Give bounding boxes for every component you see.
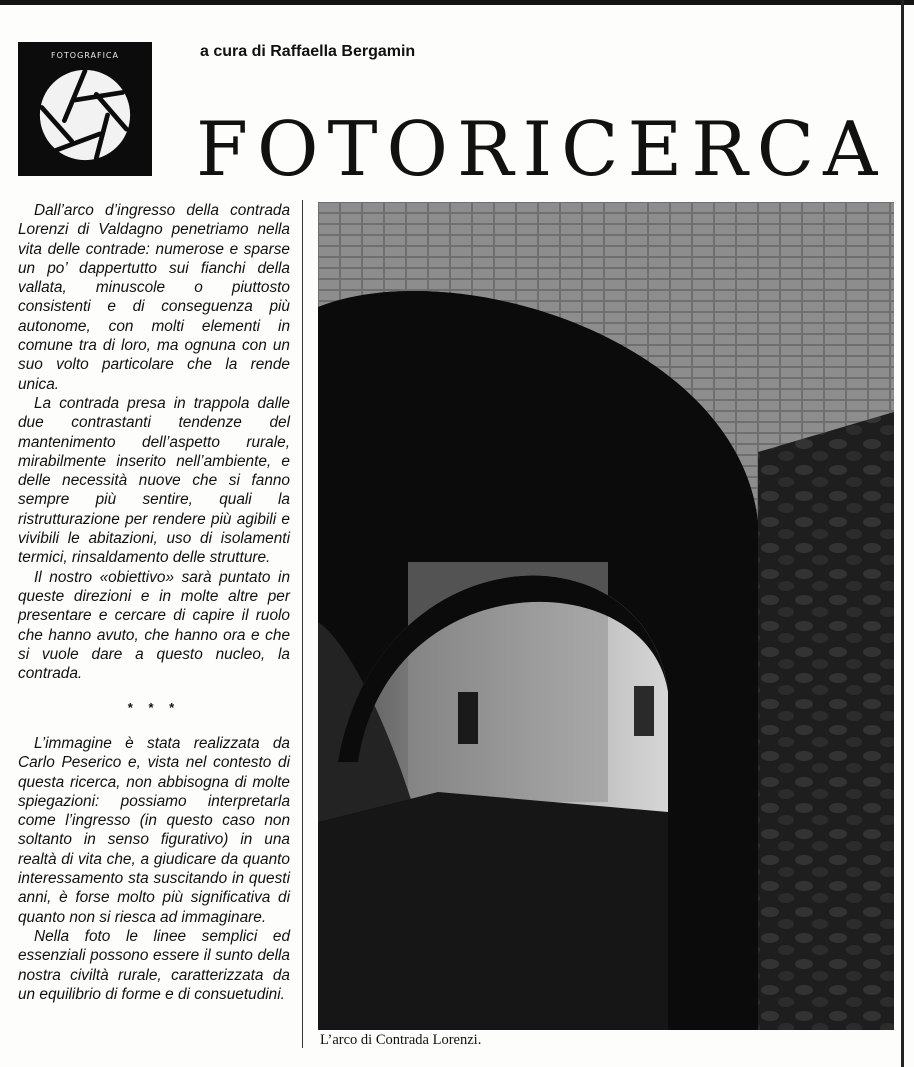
camera-shutter-icon bbox=[38, 68, 132, 162]
section-separator: * * * bbox=[127, 700, 181, 715]
paragraph: L’immagine è stata realizzata da Carlo Peserico e, vista nel contesto di questa ricerca, non abbisogna di molte spiegazioni: possiamo interpretarla come l’ingresso (in questo caso non soltanto in senso figurativo) in una realtà di vita che, a giudicare da quanto interessamento sta suscitando in questi anni, è forse molto più significativa di quanto non si riesca ad immaginare. bbox=[18, 735, 290, 926]
right-edge-rule bbox=[901, 0, 904, 1067]
page-title: FOTORICERCA bbox=[196, 105, 887, 193]
paragraph: Dall’arco d’ingresso della contrada Lorenzi di Valdagno penetriamo nella vita delle contrade: numerose e sparse un po’ dappertutto sui fianchi della vallata, minuscole o piuttosto consistenti e di conseguenza più autonome, con molti elementi in comune tra di loro, ma ognuna con un suo volto particolare che la rende unica. bbox=[18, 202, 290, 393]
paragraph: Il nostro «obiettivo» sarà puntato in queste direzioni e in molte altre per presentare e cercare di capire il ruolo che hanno avuto, che hanno ora e che si vuole dare a questo nucleo, la contrada. bbox=[18, 568, 290, 683]
intro-text-column bbox=[18, 201, 290, 683]
paragraph: La contrada presa in trappola dalle due contrastanti tendenze del mantenimento dell’aspetto rurale, mirabilmente inserito nell’ambiente, e delle necessità nuove che si fanno sempre più sentire, quali la ristrutturazione per rendere più agibili e vivibili le abitazioni, uso di isolamenti termici, rinsaldamento delle strutture. bbox=[18, 394, 290, 567]
top-rule bbox=[0, 0, 914, 5]
photo-caption: L’arco di Contrada Lorenzi. bbox=[320, 1032, 482, 1048]
logo-label: FOTOGRAFICA bbox=[50, 51, 119, 60]
byline: a cura di Raffaella Bergamin bbox=[200, 43, 416, 60]
paragraph: Nella foto le linee semplici ed essenziali possono essere il sunto della nostra civiltà rurale, caratterizzata da un equilibrio di forme e di consuetudini. bbox=[18, 927, 290, 1003]
photo-commentary-column bbox=[18, 734, 290, 1004]
arch-photo bbox=[318, 202, 894, 1030]
fotografica-logo bbox=[18, 42, 152, 176]
arch-photo-image bbox=[318, 202, 894, 1030]
column-divider bbox=[302, 200, 303, 1048]
